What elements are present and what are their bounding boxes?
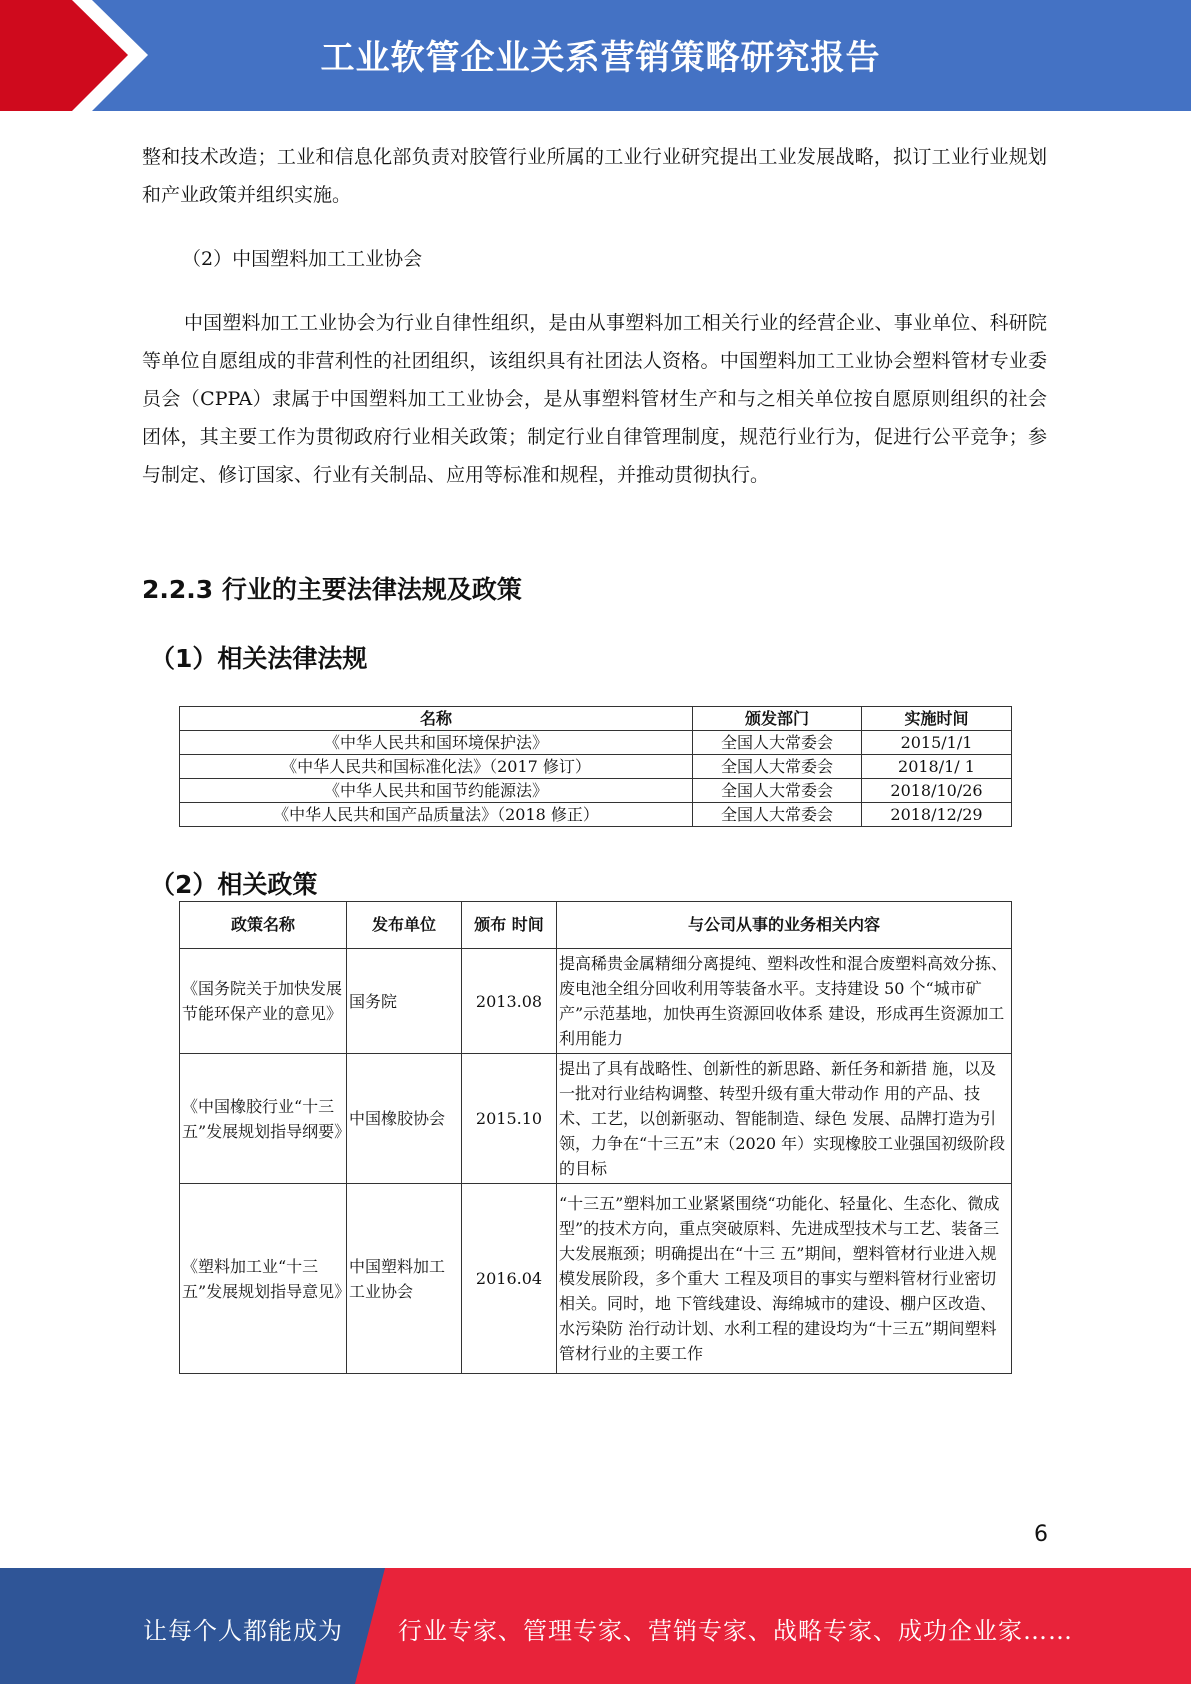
law-issuer: 全国人大常委会 <box>693 755 862 779</box>
policy-content: 提出了具有战略性、创新性的新思路、新任务和新措 施，以及一批对行业结构调整、转型升级有重大带动作 用的产品、技术、工艺，以创新驱动、智能制造、绿色 发展、品牌打造为引领，力争在“十三五”末（2020 年）实现橡胶工业强国初级阶段的目标 <box>557 1054 1012 1184</box>
table-row <box>180 1054 1012 1184</box>
policy-publisher: 中国橡胶协会 <box>347 1054 462 1184</box>
table-row <box>180 779 1012 803</box>
table-row <box>180 1184 1012 1374</box>
policy-date: 2013.08 <box>462 949 557 1054</box>
column-header-date: 实施时间 <box>862 707 1012 731</box>
laws-heading: （1）相关法律法规 <box>150 644 368 673</box>
policy-content: 提高稀贵金属精细分离提纯、塑料改性和混合废塑料高效分拣、废电池全组分回收利用等装备水平。支持建设 50 个“城市矿产”示范基地，加快再生资源回收体系 建设，形成再生资源加工利用能力 <box>557 949 1012 1054</box>
law-issuer: 全国人大常委会 <box>693 731 862 755</box>
policy-content: “十三五”塑料加工业紧紧围绕“功能化、轻量化、生态化、微成型”的技术方向，重点突破原料、先进成型技术与工艺、装备三大发展瓶颈；明确提出在“十三 五”期间，塑料管材行业进入规模发展阶段，多个重大 工程及项目的事实与塑料管材行业密切相关。同时，地 下管线建设、海绵城市的建设、棚户区改造、水污染防 治行动计划、水利工程的建设均为“十三五”期间塑料 管材行业的主要工作 <box>557 1184 1012 1374</box>
law-date: 2018/10/26 <box>862 779 1012 803</box>
column-header-content: 与公司从事的业务相关内容 <box>557 902 1012 949</box>
footer-slogan-right: 行业专家、管理专家、营销专家、战略专家、成功企业家…… <box>398 1617 1073 1645</box>
column-header-issuer: 颁发部门 <box>693 707 862 731</box>
policies-heading: （2）相关政策 <box>150 870 318 899</box>
table-row <box>180 731 1012 755</box>
paragraph-1: 整和技术改造；工业和信息化部负责对胶管行业所属的工业行业研究提出工业发展战略，拟订工业行业规划和产业政策并组织实施。 <box>142 146 1047 206</box>
page-number: 6 <box>1034 1522 1048 1547</box>
policy-name: 《中国橡胶行业“十三五”发展规划指导纲要》 <box>180 1054 347 1184</box>
law-issuer: 全国人大常委会 <box>693 779 862 803</box>
law-name: 《中华人民共和国节约能源法》 <box>180 779 693 803</box>
policy-date: 2015.10 <box>462 1054 557 1184</box>
column-header-name: 名称 <box>180 707 693 731</box>
law-name: 《中华人民共和国产品质量法》（2018 修正） <box>180 803 693 827</box>
table-header-row <box>180 902 1012 949</box>
table-row <box>180 755 1012 779</box>
policies-table <box>179 901 1012 1374</box>
policy-date: 2016.04 <box>462 1184 557 1374</box>
policy-publisher: 中国塑料加工工业协会 <box>347 1184 462 1374</box>
law-date: 2018/12/29 <box>862 803 1012 827</box>
laws-table <box>179 706 1012 827</box>
policy-publisher: 国务院 <box>347 949 462 1054</box>
policy-name: 《塑料加工业“十三五”发展规划指导意见》 <box>180 1184 347 1374</box>
law-name: 《中华人民共和国环境保护法》 <box>180 731 693 755</box>
report-title: 工业软管企业关系营销策略研究报告 <box>320 38 881 78</box>
law-issuer: 全国人大常委会 <box>693 803 862 827</box>
law-date: 2018/1/ 1 <box>862 755 1012 779</box>
header-banner <box>0 0 1191 111</box>
table-header-row <box>180 707 1012 731</box>
table-row <box>180 949 1012 1054</box>
list-item-association: （2）中国塑料加工工业协会 <box>182 248 423 270</box>
column-header-policy: 政策名称 <box>180 902 347 949</box>
law-name: 《中华人民共和国标准化法》（2017 修订） <box>180 755 693 779</box>
body-content <box>142 138 1047 494</box>
law-date: 2015/1/1 <box>862 731 1012 755</box>
footer-slogan-left: 让每个人都能成为 <box>143 1617 343 1645</box>
section-heading: 2.2.3 行业的主要法律法规及政策 <box>142 575 522 604</box>
policy-name: 《国务院关于加快发展节能环保产业的意见》 <box>180 949 347 1054</box>
column-header-publisher: 发布单位 <box>347 902 462 949</box>
paragraph-2: 中国塑料加工工业协会为行业自律性组织，是由从事塑料加工相关行业的经营企业、事业单位、科研院等单位自愿组成的非营利性的社团组织，该组织具有社团法人资格。中国塑料加工工业协会塑料管材专业委员会（CPPA）隶属于中国塑料加工工业协会，是从事塑料管材生产和与之相关单位按自愿原则组织的社会团体，其主要工作为贯彻政府行业相关政策；制定行业自律管理制度，规范行业行为，促进行公平竞争；参与制定、修订国家、行业有关制品、应用等标准和规程，并推动贯彻执行。 <box>142 312 1047 486</box>
column-header-date: 颁布 时间 <box>462 902 557 949</box>
table-row <box>180 803 1012 827</box>
